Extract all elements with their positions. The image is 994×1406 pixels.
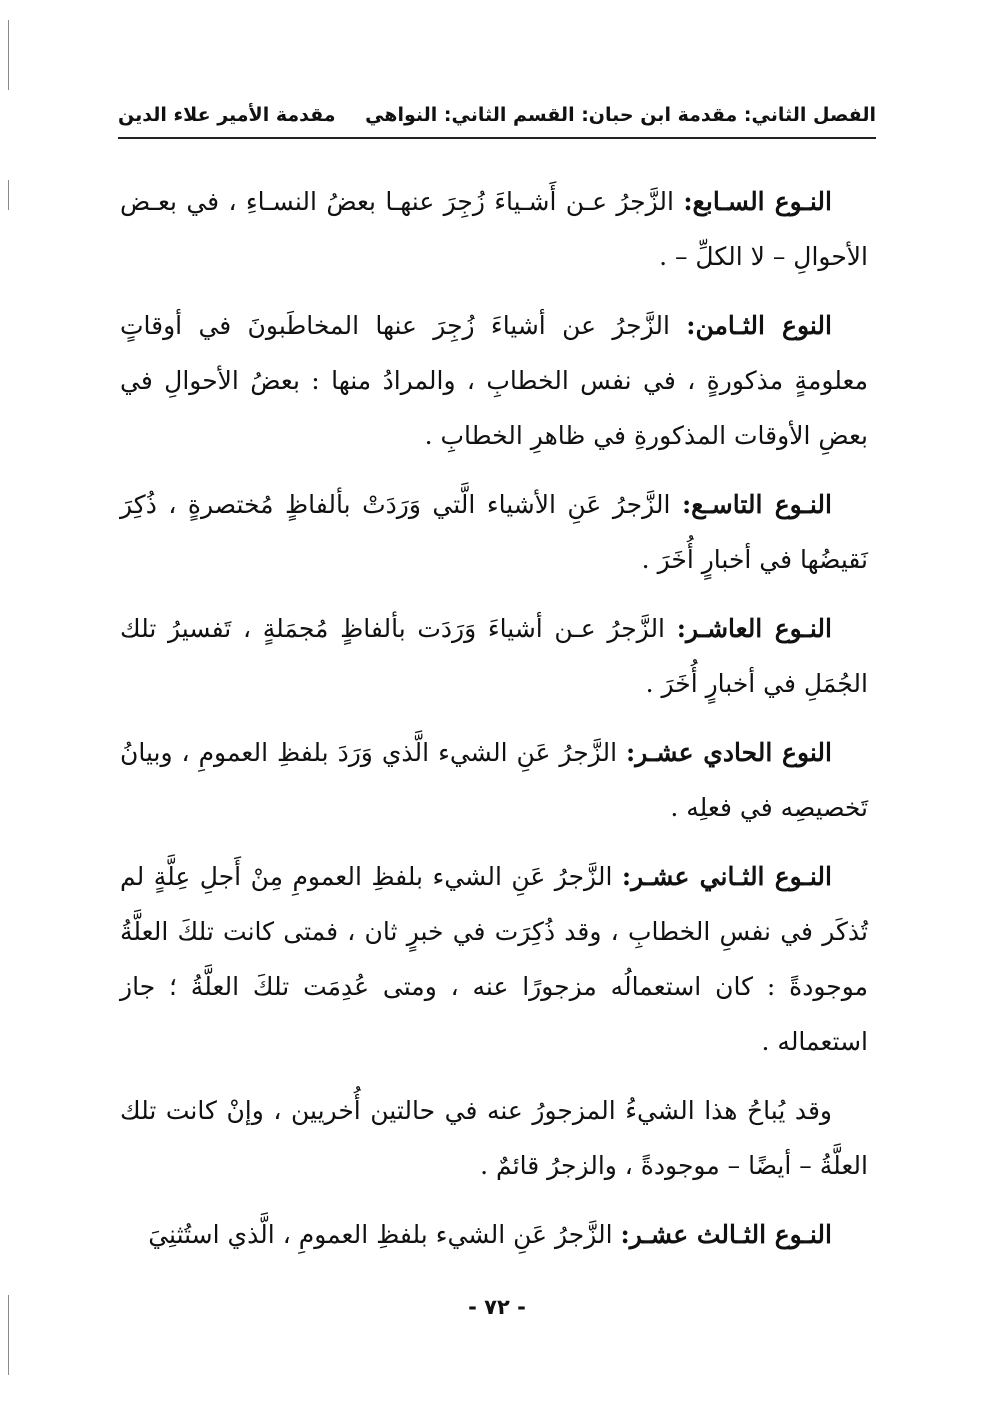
scan-edge-mark — [8, 20, 9, 90]
header-book-title: مقدمة الأمير علاء الدين — [118, 104, 336, 126]
header-chapter-title: الفصل الثاني: مقدمة ابن حبان: القسم الثاني: النواهي — [365, 104, 876, 126]
scan-edge-mark — [8, 1295, 9, 1375]
type-label: النـوع السـابع: — [683, 187, 832, 216]
paragraph — [120, 1083, 868, 1193]
type-label: النوع الحادي عشـر: — [626, 738, 833, 767]
paragraph-text: الزَّجرُ عـن أَشـياءَ زُجِرَ عنهـا بعضُ النسـاءِ ، في بعـض الأحوالِ – لا الكلِّ – . — [120, 187, 868, 271]
paragraph-text: الزَّجرُ عـن أشياءَ وَرَدَت بألفاظٍ مُجمَلةٍ ، تَفسيرُ تلك الجُمَلِ في أخبارٍ أُخَرَ . — [120, 614, 868, 698]
paragraph-text: الزَّجرُ عن أشياءَ زُجِرَ عنها المخاطَبونَ في أوقاتٍ معلومةٍ مذكورةٍ ، في نفس الخطابِ ، والمرادُ منها : بعضُ الأحوالِ في بعضِ الأوقات المذكورةِ في ظاهرِ الخطابِ . — [120, 311, 868, 450]
header-rule — [118, 137, 876, 139]
type-label: النوع الثـامن: — [686, 311, 832, 340]
paragraph — [120, 601, 868, 711]
running-header — [118, 100, 876, 130]
scan-edge-mark — [8, 180, 9, 210]
type-label: النـوع العاشـر: — [676, 614, 832, 643]
paragraph — [120, 1207, 868, 1262]
paragraph — [120, 174, 868, 284]
paragraph-text: الزَّجرُ عَنِ الشيء بلفظِ العمومِ مِنْ أَجلِ عِلَّةٍ لم تُذكَر في نفسِ الخطابِ ، وقد ذُكِرَت في خبرٍ ثان ، فمتى كانت تلكَ العلَّةُ موجودةً : كان استعمالُه مزجورًا عنه ، ومتى عُدِمَت تلكَ العلَّةُ ؛ جاز استعماله . — [120, 862, 868, 1056]
body-text — [120, 174, 868, 1276]
paragraph — [120, 298, 868, 463]
paragraph-text: الزَّجرُ عَنِ الشيء الَّذي وَرَدَ بلفظِ العمومِ ، وبيانُ تَخصيصِه في فعلِه . — [120, 738, 868, 822]
paragraph-text: الزَّجرُ عَنِ الشيء بلفظِ العمومِ ، الَّذي استُثنِيَ — [148, 1220, 621, 1249]
type-label: النـوع الثـاني عشـر: — [621, 862, 832, 891]
paragraph-text: وقد يُباحُ هذا الشيءُ المزجورُ عنه في حالتين أُخريين ، وإنْ كانت تلك العلَّةُ – أيضًا – موجودةً ، والزجرُ قائمٌ . — [120, 1096, 868, 1180]
paragraph-text: الزَّجرُ عَنِ الأشياء الَّتي وَرَدَتْ بألفاظٍ مُختصرةٍ ، ذُكِرَ نَقيضُها في أخبارٍ أُخَرَ . — [120, 490, 868, 574]
type-label: النـوع التاسـع: — [681, 490, 832, 519]
paragraph — [120, 725, 868, 835]
paragraph — [120, 849, 868, 1069]
type-label: النـوع الثـالث عشـر: — [620, 1220, 832, 1249]
paragraph — [120, 477, 868, 587]
page-number: - ٧٢ - — [468, 1295, 526, 1319]
